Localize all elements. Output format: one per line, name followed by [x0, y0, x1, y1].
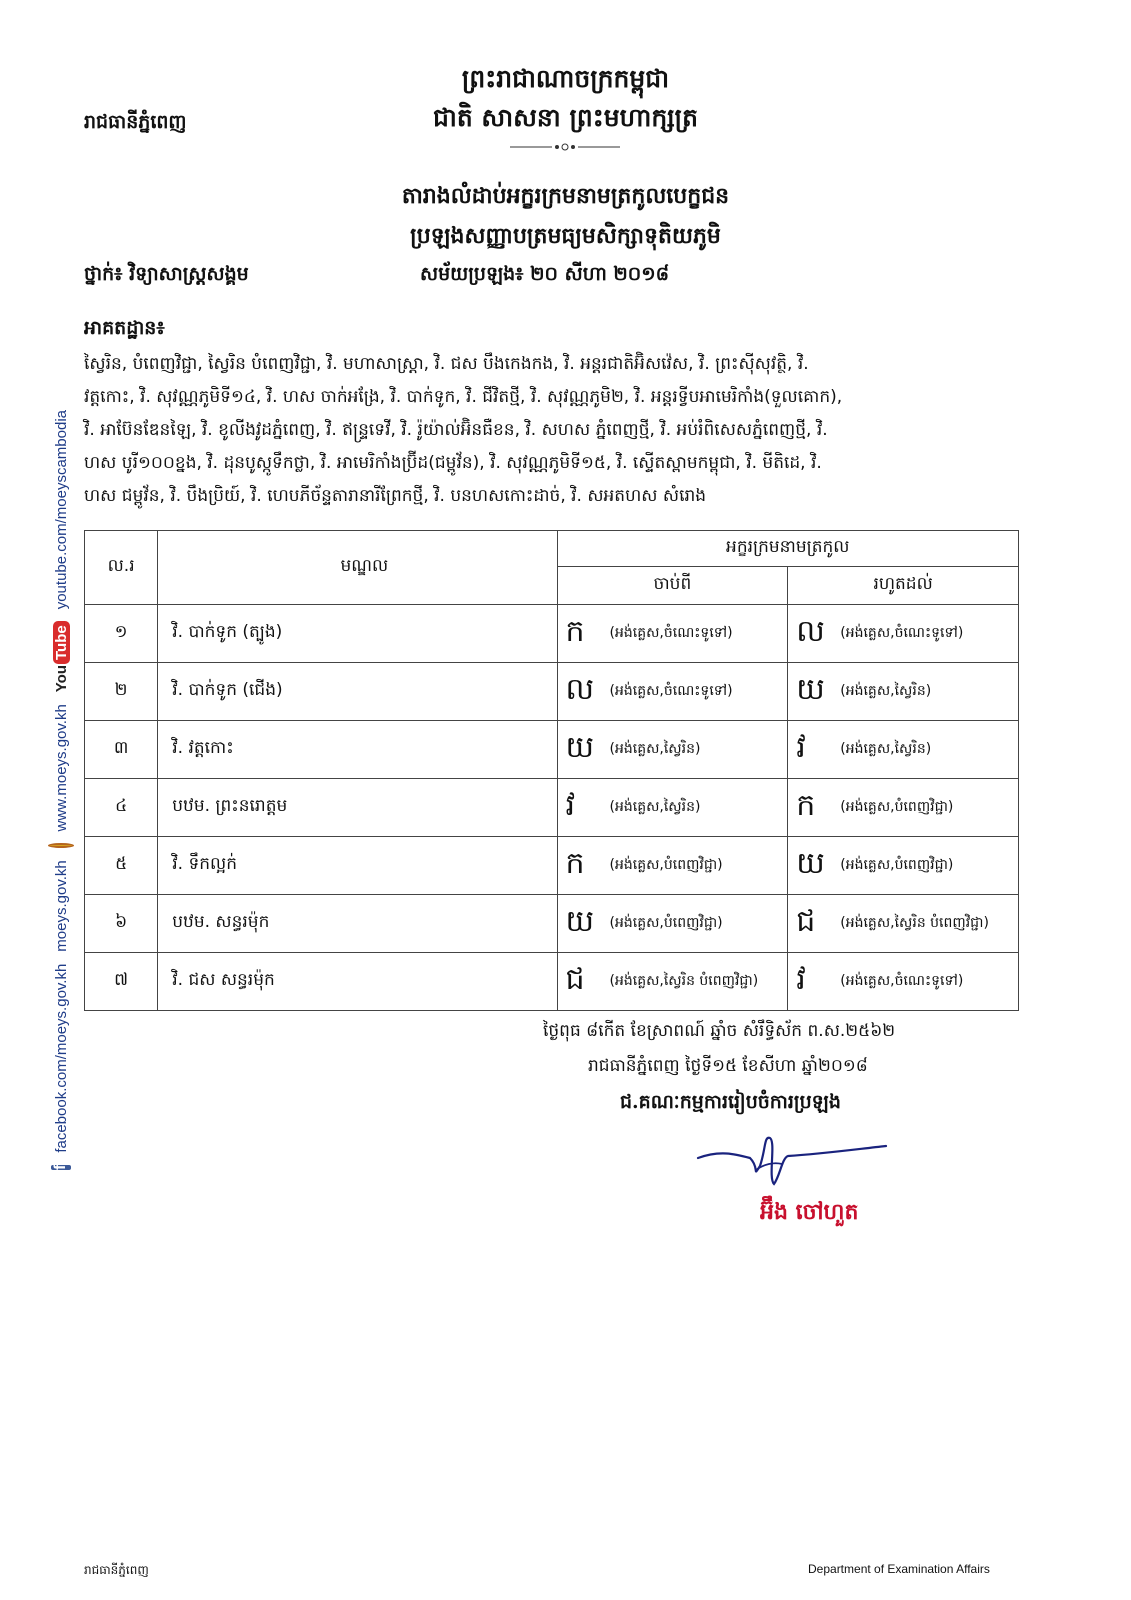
- lunar-date: ថ្ងៃពុធ ៨កើត ខែស្រាពណ៍ ឆ្នាំច សំរឹទ្ធិស័ក ព.ស.២៥៦២: [543, 1021, 896, 1041]
- from-note: (អង់គ្លេស,បំពេញវិជ្ជា): [609, 857, 723, 873]
- row-to: [788, 605, 1019, 663]
- row-to: [788, 895, 1019, 953]
- ministry-seal-icon: [48, 843, 74, 848]
- header-alphabet: អក្ខរក្រមនាមត្រកូល: [557, 531, 1018, 567]
- row-to: [788, 663, 1019, 721]
- national-motto: ជាតិ សាសនា ព្រះមហាក្សត្រ: [433, 103, 698, 132]
- row-from: [557, 837, 788, 895]
- header-center: មណ្ឌល: [158, 531, 557, 605]
- row-center: វិ. បាក់ទូក (ជើង): [158, 663, 557, 721]
- row-to: [788, 779, 1019, 837]
- row-from: [557, 605, 788, 663]
- table-header-row: [85, 531, 1019, 567]
- city-label: រាជធានីភ្នំពេញ: [84, 111, 187, 133]
- header-no: ល.រ: [85, 531, 158, 605]
- table-row: [85, 605, 1019, 663]
- facebook-icon[interactable]: f: [52, 1164, 69, 1170]
- from-note: (អង់គ្លេស,ស្វៃរិន): [609, 741, 701, 757]
- origin-line: ហស ជម្ពូវ័ន, វិ. បឹងប្រិយ៍, វិ. ហេបភីច័ន្ទតារានារីព្រែកថ្មី, វិ. បនហសកោះដាច់, វិ. សអតហស សំរោង: [84, 486, 707, 506]
- signer-name: អ៊ឹង ចៅហួត: [760, 1199, 859, 1225]
- from-note: (អង់គ្លេស,ចំណេះទូទៅ): [609, 683, 733, 699]
- row-center: វិ. បាក់ទូក (ត្បូង): [158, 605, 557, 663]
- row-from: [557, 895, 788, 953]
- origin-schools: [84, 348, 1034, 513]
- row-from: [557, 721, 788, 779]
- to-letter: ល: [796, 613, 825, 649]
- to-letter: យ: [796, 671, 825, 707]
- footer-department: Department of Examination Affairs: [808, 1562, 990, 1576]
- table-row: [85, 953, 1019, 1011]
- from-note: (អង់គ្លេស,ចំណេះទូទៅ): [609, 625, 733, 641]
- to-note: (អង់គ្លេស,ចំណេះទូទៅ): [840, 973, 964, 989]
- origin-line: វិ. អាប៊ែនឌែនឡៃ, វិ. ខូលីងវូដភ្នំពេញ, វិ. ឥន្ទ្រទេវី, វិ. រ៉ូយ៉ាល់អ៊ិនធឺខន, វិ. សហស ភ្នំពេញថ្មី, វិ. អប់រំពិសេសភ្នំពេញថ្មី, វិ.: [84, 420, 828, 440]
- alphabet-schedule-table: [84, 530, 1019, 1011]
- exam-name: ប្រឡងសញ្ញាបត្រមធ្យមសិក្សាទុតិយភូមិ: [410, 223, 721, 249]
- table-row: [85, 779, 1019, 837]
- to-note: (អង់គ្លេស,ចំណេះទូទៅ): [840, 625, 964, 641]
- row-number: ១: [85, 605, 158, 663]
- row-to: [788, 953, 1019, 1011]
- row-center: វិ. ជស សន្ធរម៉ុក: [158, 953, 557, 1011]
- footer-city: រាជធានីភ្នំពេញ: [84, 1563, 149, 1577]
- origin-line: វត្តកោះ, វិ. សុវណ្ណភូមិទី១៤, វិ. ហស ចាក់អង្រែ, វិ. បាក់ទូក, វិ. ជីវិតថ្មី, វិ. សុវណ្ណភូមិ២, វិ. អន្តរទ្វីបអាមេរិកាំង(ទួលគោក),: [84, 387, 843, 407]
- row-to: [788, 721, 1019, 779]
- to-letter: យ: [796, 845, 825, 881]
- to-letter: ជ: [796, 903, 816, 939]
- handwritten-signature: [690, 1128, 890, 1198]
- website-link[interactable]: www.moeys.gov.kh: [52, 704, 70, 832]
- from-note: (អង់គ្លេស,ស្វៃរិន បំពេញវិជ្ជា): [609, 973, 759, 989]
- moeys-web-link[interactable]: moeys.gov.kh: [52, 860, 70, 952]
- row-center: វិ. ទឹកល្អក់: [158, 837, 557, 895]
- ornament-divider: [510, 140, 620, 154]
- to-note: (អង់គ្លេស,ស្វៃរិន): [840, 683, 932, 699]
- origin-label: អាគតដ្ឋាន៖: [84, 317, 165, 339]
- youtube-link[interactable]: youtube.com/moeyscambodia: [52, 410, 70, 610]
- from-note: (អង់គ្លេស,ស្វៃរិន): [609, 799, 701, 815]
- table-row: [85, 837, 1019, 895]
- row-center: បឋម. សន្ធរម៉ុក: [158, 895, 557, 953]
- to-letter: វ: [796, 729, 806, 765]
- origin-line: ស្វៃរិន, បំពេញវិជ្ជា, ស្វៃរិន បំពេញវិជ្ជា, វិ. មហាសាស្ត្រា, វិ. ជស បឹងកេងកង, វិ. អន្តរជាតិអ៊ិសវ៉េស, វិ. ព្រះស៊ីសុវត្ថិ, វិ.: [84, 354, 809, 374]
- to-note: (អង់គ្លេស,បំពេញវិជ្ជា): [840, 857, 954, 873]
- to-note: (អង់គ្លេស,ស្វៃរិន): [840, 741, 932, 757]
- row-number: ៥: [85, 837, 158, 895]
- origin-line: ហស បូរី១០០ខ្នង, វិ. ដុនបូស្កូទឹកថ្លា, វិ. អាមេរិកាំងប្រ៊ីដ(ជម្ពូវ័ន), វិ. សុវណ្ណភូមិទី១៥, វិ. ស្ទើតស្ពាមកម្ពុជា, វិ. មីតិដេ, វិ.: [84, 453, 822, 473]
- row-from: [557, 953, 788, 1011]
- document-title: តារាងលំដាប់អក្ខរក្រមនាមត្រកូលបេក្ខជន: [401, 183, 730, 209]
- row-center: វិ. វត្តកោះ: [158, 721, 557, 779]
- row-number: ៣: [85, 721, 158, 779]
- table-row: [85, 721, 1019, 779]
- youtube-icon-tube: Tube: [53, 621, 70, 664]
- from-letter: វ: [565, 787, 576, 823]
- row-from: [557, 663, 788, 721]
- from-letter: ក: [565, 845, 585, 881]
- row-center: បឋម. ព្រះនរោត្តម: [158, 779, 557, 837]
- side-links-bar: [48, 410, 74, 1170]
- row-number: ២: [85, 663, 158, 721]
- row-number: ៧: [85, 953, 158, 1011]
- kingdom-heading: ព្រះរាជាណាចក្រកម្ពុជា: [461, 64, 670, 93]
- table-row: [85, 895, 1019, 953]
- row-to: [788, 837, 1019, 895]
- solar-date: រាជធានីភ្នំពេញ ថ្ងៃទី១៥ ខែសីហា ឆ្នាំ២០១៨: [588, 1056, 868, 1076]
- from-letter: ល: [565, 671, 595, 707]
- row-from: [557, 779, 788, 837]
- facebook-link[interactable]: facebook.com/moeys.gov.kh: [52, 963, 70, 1153]
- stream-label: ថ្នាក់៖ វិទ្យាសាស្ត្រសង្គម: [84, 263, 249, 285]
- header-from: ចាប់ពី: [557, 567, 788, 605]
- youtube-icon[interactable]: [53, 621, 70, 692]
- youtube-icon-you: You: [52, 665, 70, 693]
- to-letter: ក: [796, 787, 816, 823]
- signatory-title: ជ.គណៈកម្មការរៀបចំការប្រឡង: [620, 1091, 841, 1113]
- table-row: [85, 663, 1019, 721]
- from-note: (អង់គ្លេស,បំពេញវិជ្ជា): [609, 915, 723, 931]
- to-letter: វ: [796, 961, 806, 997]
- row-number: ៦: [85, 895, 158, 953]
- to-note: (អង់គ្លេស,ស្វៃរិន បំពេញវិជ្ជា): [840, 915, 989, 931]
- from-letter: យ: [565, 903, 595, 939]
- from-letter: ក: [565, 613, 585, 649]
- from-letter: យ: [565, 729, 595, 765]
- row-number: ៤: [85, 779, 158, 837]
- header-to: រហូតដល់: [788, 567, 1019, 605]
- session-date: សម័យប្រឡង៖ ២០ សីហា ២០១៨: [420, 263, 670, 285]
- to-note: (អង់គ្លេស,បំពេញវិជ្ជា): [840, 799, 954, 815]
- from-letter: ជ: [565, 961, 585, 997]
